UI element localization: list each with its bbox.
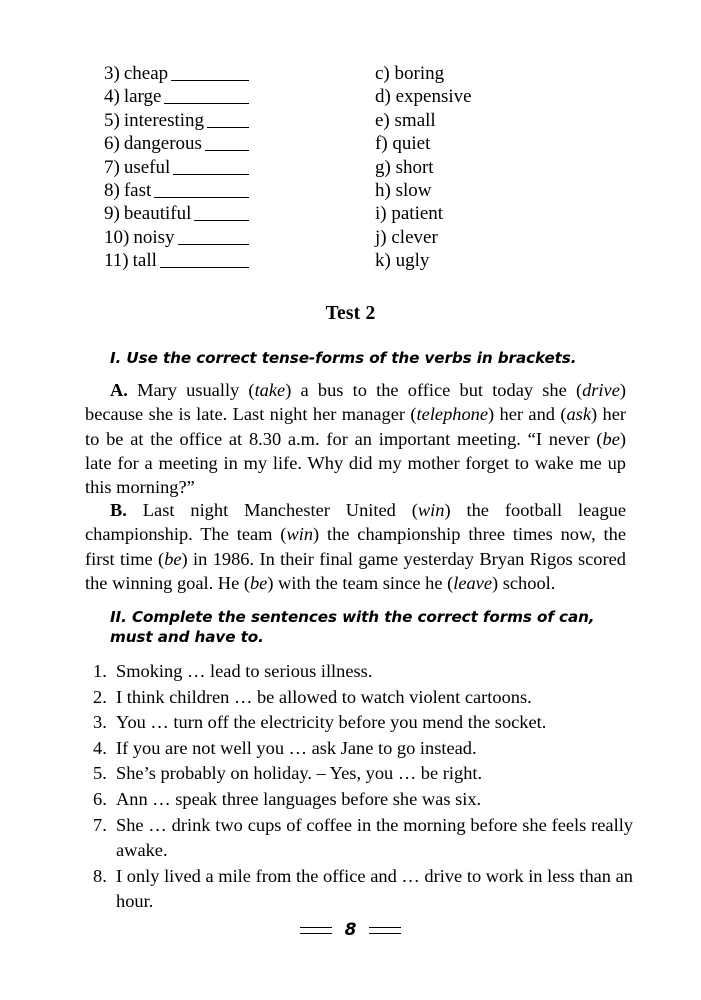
list-item-number: 1. <box>93 661 107 681</box>
match-row <box>104 111 564 134</box>
match-left-cell <box>104 181 249 201</box>
match-item-number: 3) <box>104 63 120 84</box>
section-2-list <box>93 659 633 915</box>
paragraph-a-label: A. <box>110 380 128 400</box>
match-item-word: dangerous <box>123 133 202 155</box>
match-option-letter: c) <box>375 63 390 84</box>
page-footer <box>0 922 701 939</box>
list-item-number: 8. <box>93 865 107 886</box>
match-left-cell <box>104 111 249 131</box>
match-item-number: 4) <box>104 86 120 108</box>
answer-blank-line[interactable] <box>160 267 249 268</box>
match-row <box>104 134 564 157</box>
answer-blank-line[interactable] <box>205 150 249 151</box>
match-option-letter: j) <box>375 226 387 248</box>
match-item-number: 8) <box>104 179 120 201</box>
list-item-number: 4. <box>93 737 107 758</box>
list-item-text: She … drink two cups of coffee in the morning before she feels really awake. <box>116 814 633 861</box>
section-2-heading-line-2: must and have to. <box>110 628 264 646</box>
match-left-cell <box>104 64 249 84</box>
match-option-word: expensive <box>395 86 472 108</box>
match-item-word: large <box>123 86 162 108</box>
match-row <box>104 204 564 227</box>
match-right-cell <box>375 87 472 106</box>
list-item <box>93 761 633 787</box>
match-right-cell <box>375 181 431 200</box>
match-right-cell <box>375 64 444 83</box>
paragraph-a-text: Mary usually (take) a bus to the office but today she (drive) because she is late. Last night her manager (telephone) her and (ask) her to be at the office at 8.30 a.m. for an important meeting. “I never (be) late for a meeting in my life. Why did my mother forget to wake me up this morning?” <box>85 380 626 498</box>
list-item-text: If you are not well you … ask Jane to go instead. <box>116 737 477 758</box>
match-right-cell <box>375 158 434 177</box>
match-item-word: cheap <box>123 63 169 84</box>
match-option-word: small <box>394 109 436 131</box>
section-1-heading: I. Use the correct tense-forms of the verbs in brackets. <box>110 349 577 367</box>
match-item-word: interesting <box>123 109 205 131</box>
match-right-cell <box>375 228 438 247</box>
list-item <box>93 685 633 711</box>
list-item-text: Ann … speak three languages before she was six. <box>116 788 482 809</box>
match-item-number: 9) <box>104 203 120 225</box>
match-left-cell <box>104 228 249 248</box>
answer-blank-line[interactable] <box>171 80 249 81</box>
match-option-word: slow <box>395 179 432 201</box>
match-item-number: 5) <box>104 109 120 131</box>
match-left-cell <box>104 251 249 271</box>
match-option-word: clever <box>391 226 438 248</box>
list-item-number: 7. <box>93 814 107 835</box>
match-left-cell <box>104 204 249 224</box>
list-item-text: Smoking … lead to serious illness. <box>116 661 373 681</box>
match-row <box>104 158 564 181</box>
match-left-cell <box>104 134 249 154</box>
list-item-number: 5. <box>93 763 107 784</box>
match-right-cell <box>375 204 443 223</box>
match-option-letter: d) <box>375 86 391 108</box>
list-item-number: 6. <box>93 788 107 809</box>
match-item-word: beautiful <box>123 203 192 225</box>
match-row <box>104 181 564 204</box>
list-item <box>93 813 633 864</box>
page-title: Test 2 <box>325 303 376 324</box>
answer-blank-line[interactable] <box>164 103 249 104</box>
list-item-text: I only lived a mile from the office and … drive to work in less than an hour. <box>116 865 633 912</box>
list-item <box>93 736 633 762</box>
match-right-cell <box>375 251 429 270</box>
match-item-word: fast <box>123 179 152 201</box>
match-row <box>104 228 564 251</box>
match-option-letter: f) <box>375 133 388 155</box>
answer-blank-line[interactable] <box>194 220 249 221</box>
list-item-number: 2. <box>93 686 107 707</box>
paragraph-b <box>85 498 626 595</box>
match-option-word: ugly <box>395 250 430 272</box>
list-item <box>93 787 633 813</box>
match-option-letter: e) <box>375 109 390 131</box>
answer-blank-line[interactable] <box>154 197 249 198</box>
match-right-cell <box>375 134 430 153</box>
section-2-heading-line-1: II. Complete the sentences with the correct forms of can, <box>110 608 595 626</box>
list-item-text: She’s probably on holiday. – Yes, you … be right. <box>116 763 483 784</box>
match-item-word: tall <box>132 250 157 272</box>
matching-exercise <box>104 64 564 275</box>
list-item <box>93 864 633 915</box>
footer-rule-right-icon <box>369 927 401 934</box>
paragraph-b-label: B. <box>110 500 127 520</box>
match-left-cell <box>104 158 249 178</box>
match-option-word: boring <box>394 63 445 84</box>
match-option-letter: g) <box>375 156 391 178</box>
match-option-letter: h) <box>375 179 391 201</box>
match-right-cell <box>375 111 436 130</box>
match-option-word: quiet <box>392 133 431 155</box>
match-option-word: patient <box>391 203 444 225</box>
match-row <box>104 64 564 87</box>
list-item-text: You … turn off the electricity before you mend the socket. <box>116 712 547 733</box>
match-item-number: 11) <box>104 250 129 272</box>
match-left-cell <box>104 87 249 107</box>
match-option-letter: i) <box>375 203 387 225</box>
list-item <box>93 659 633 685</box>
match-item-number: 7) <box>104 156 120 178</box>
match-item-word: useful <box>123 156 171 178</box>
match-row <box>104 251 564 274</box>
page-number: 8 <box>344 920 357 940</box>
list-item-text: I think children … be allowed to watch violent cartoons. <box>116 686 532 707</box>
section-2-heading <box>110 607 626 647</box>
footer-rule-left-icon <box>300 927 332 934</box>
answer-blank-line[interactable] <box>178 244 249 245</box>
match-item-number: 10) <box>104 226 130 248</box>
match-option-word: short <box>395 156 434 178</box>
answer-blank-line[interactable] <box>173 174 249 175</box>
match-row <box>104 87 564 110</box>
match-item-word: noisy <box>133 226 175 248</box>
list-item-number: 3. <box>93 712 107 733</box>
answer-blank-line[interactable] <box>207 127 249 128</box>
match-item-number: 6) <box>104 133 120 155</box>
paragraph-b-text: Last night Manchester United (win) the football league championship. The team (win) the championship three times now, the first time (be) in 1986. In their final game yesterday Bryan Rigos scored the winning goal. He (be) with the team since he (leave) school. <box>85 500 626 593</box>
match-option-letter: k) <box>375 250 391 272</box>
list-item <box>93 710 633 736</box>
paragraph-a <box>85 378 626 499</box>
